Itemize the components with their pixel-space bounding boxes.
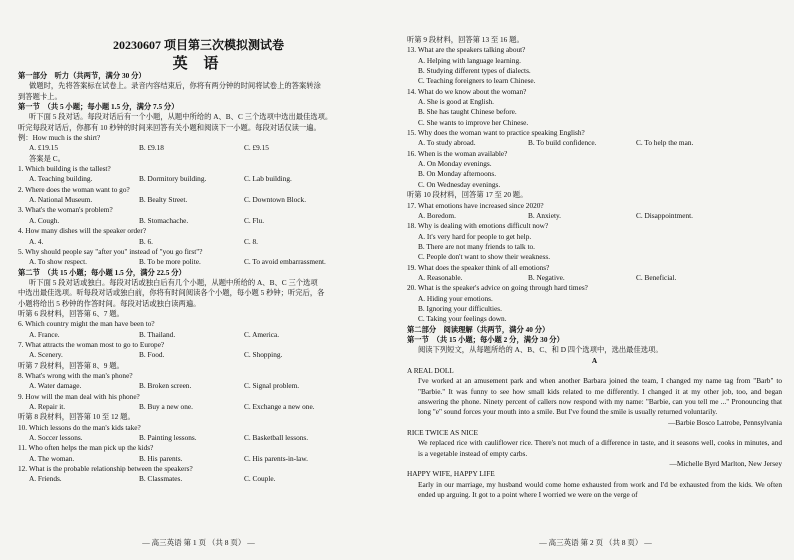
question: 19. What does the speaker think of all emotions? [407,262,550,272]
question: 8. What's wrong with the man's phone? [18,370,133,380]
option: A. Helping with language learning. [418,55,521,65]
example-options [18,143,383,153]
option: C. America. [244,329,280,339]
option: C. His parents-in-law. [244,453,308,463]
option: B. Broken screen. [139,381,192,391]
question-options [18,330,383,340]
passage-signature: —Barbie Bosco Latrobe, Pennsylvania [668,417,782,427]
question-options [18,174,383,184]
question-options [18,195,383,205]
option: C. Basketball lessons. [244,433,309,443]
question-options [18,381,383,391]
option: B. Negative. [528,272,565,282]
question: 2. Where does the woman want to go? [18,184,130,194]
part1-intro: 到答题卡上。 [18,91,62,101]
option: C. On Wednesday evenings. [418,179,501,189]
option: A. Cough. [29,215,60,225]
part2-section1-heading: 第一节 （共 15 小题；每小题 2 分，满分 30 分） [407,334,564,344]
option: B. Painting lessons. [139,433,197,443]
question: 14. What do we know about the woman? [407,86,527,96]
section2-intro: 听下面 5 段对话或独白。每段对话或独白后有几个小题，从题中所给的 A、B、C 三个选项 [29,277,318,287]
option: B. Thailand. [139,329,176,339]
option: C. Couple. [244,474,276,484]
option: C. £9.15 [244,143,269,153]
question: 6. Which country might the man have been to? [18,319,155,329]
material-intro: 听第 8 段材料，回答第 10 至 12 题。 [18,412,135,422]
option: A. Soccer lessons. [29,433,83,443]
question-options [18,474,383,484]
option: C. Teaching foreigners to learn Chinese. [418,76,536,86]
option: B. Bealty Street. [139,195,188,205]
option: C. Disappointment. [636,210,693,220]
question-options [18,454,383,464]
passage-title: RICE TWICE AS NICE [407,428,479,438]
part1-intro: 做题时，先将答案标在试卷上。录音内容结束后，你将有两分钟的时间将试卷上的答案转涂 [29,81,321,91]
option: C. Shopping. [244,350,283,360]
question: 5. Why should people say "after you" instead of "you go first"? [18,246,203,256]
question: 16. When is the woman available? [407,148,508,158]
option: B. To build confidence. [528,138,597,148]
passage-label: A [591,355,598,365]
option: B. Classmates. [139,474,183,484]
option: A. National Museum. [29,195,93,205]
exam-code-title: 20230607 项目第三次模拟测试卷 [112,38,284,52]
question-options [18,402,383,412]
question-options [18,433,383,443]
option: A. Water damage. [29,381,82,391]
option: C. Exchange a new one. [244,402,315,411]
option: A. Repair it. [29,402,66,411]
part2-section1-intro: 阅读下列短文，从每题所给的 A、B、C、和 D 四个选项中，选出最佳选项。 [418,345,663,355]
question: 4. How many dishes will the speaker order? [18,226,147,236]
material-intro: 听第 10 段材料，回答第 17 至 20 题。 [407,190,528,200]
option: C. To avoid embarrassment. [244,257,326,267]
option: B. Stomachache. [139,215,189,225]
question: 10. Which lessons do the man's kids take? [18,422,141,432]
right-body [407,35,782,500]
option: A. Reasonable. [418,272,463,282]
question: 3. What's the woman's problem? [18,205,113,215]
option: C. People don't want to show their weakness. [418,252,551,262]
option: B. Anxiety. [528,210,561,220]
part1-heading: 第一部分 听力（共两节，满分 30 分） [18,71,146,80]
option: B. On Monday afternoons. [418,169,497,179]
section1-intro: 听完每段对话后，你都有 10 秒钟的时间来回答有关小题和阅读下一小题。每段对话仅读一遍。 [18,122,321,132]
passage-paragraph: Early in our marriage, my husband would come home exhausted from work and I'd be exhausted from the kids. We often ended up arguing. It got to a point where I worried we were on the verge of [418,479,782,500]
option: B. To be more polite. [139,257,201,267]
option: A. 4. [29,236,44,246]
question-options [407,273,782,283]
option: A. On Monday evenings. [418,159,492,169]
question-options [18,237,383,247]
option: A. She is good at English. [418,97,495,107]
option: B. There are not many friends to talk to. [418,241,535,251]
option: C. Beneficial. [636,272,677,282]
section2-heading: 第二节 （共 15 小题；每小题 1.5 分，满分 22.5 分） [18,267,186,277]
option: B. She has taught Chinese before. [418,107,517,117]
section2-intro: 小题将给出 5 秒钟的作答时间。每段对话或独白读两遍。 [18,298,201,308]
question: 12. What is the probable relationship between the speakers? [18,464,193,474]
option: A. It's very hard for people to get help. [418,231,532,241]
subject-title: 英 语 [172,56,225,72]
option: A. To study abroad. [418,138,476,148]
question: 20. What is the speaker's advice on going through hard times? [407,283,588,293]
section1-heading: 第一节 （共 5 小题；每小题 1.5 分，满分 7.5 分） [18,102,179,112]
option: A. Boredom. [418,210,456,220]
option: A. £19.15 [29,143,58,153]
option: C. She wants to improve her Chinese. [418,117,529,127]
option: B. His parents. [139,453,183,463]
passage-title: HAPPY WIFE, HAPPY LIFE [407,469,495,479]
option: A. Friends. [29,474,62,484]
option: B. Studying different types of dialects. [418,66,531,76]
question: 1. Which building is the tallest? [18,164,111,174]
question: 13. What are the speakers talking about? [407,45,526,55]
option: C. Taking your feelings down. [418,314,507,324]
section2-intro: 中选出最佳选项。听每段对话或独白前，你将有时间阅读各个小题，每小题 5 秒钟；听完后，各 [18,288,325,298]
option: B. Food. [139,350,165,360]
option: B. £9.18 [139,143,164,153]
passage-signature: —Michelle Byrd Marlton, New Jersey [669,459,782,469]
option: A. The woman. [29,453,75,463]
option: A. Hiding your emotions. [418,293,493,303]
question-options [18,257,383,267]
question: 17. What emotions have increased since 2020? [407,200,544,210]
option: A. France. [29,329,60,339]
page-right [397,0,794,560]
option: C. To help the man. [636,138,694,148]
left-body [18,71,383,485]
question: 9. How will the man deal with his phone? [18,391,140,401]
option: C. Lab building. [244,174,292,184]
passage-paragraph: I've worked at an amusement park and when another Barbara joined the team, I changed my name tag from "Barb" to "Barbie." It was funny to see how small kids related to me differently. I changed it at my other job, too, and began answering the phone. Ninety percent of callers now respond with my name: "Barbie, can you tell me ..." Pronouncing that long "e" sound forces your mouth into a smile. But I've found the smile is usually returned voluntarily. [418,376,782,417]
passage-title: A REAL DOLL [407,366,454,375]
option: B. Ignoring your difficulties. [418,303,502,313]
question-options [18,216,383,226]
question: 7. What attracts the woman most to go to Europe? [18,339,165,349]
option: C. Signal problem. [244,381,300,391]
option: A. Scenery. [29,350,63,360]
option: C. Flu. [244,215,265,225]
section1-intro: 听下面 5 段对话。每段对话后有一个小题，从题中所给的 A、B、C 三个选项中选出最佳选项。 [29,112,333,122]
page-footer: — 高三英语 第 1 页 （共 8 页） — [142,538,255,547]
option: A. To show respect. [29,257,87,267]
material-intro: 听第 7 段材料，回答第 8、9 题。 [18,360,124,370]
question-options [407,211,782,221]
example-question: 例：How much is the shirt? [18,133,101,143]
passage-paragraph: We replaced rice with cauliflower rice. There's not much of a difference in taste, and it seasons well, cooks in minutes, and is a vegetable instead of empty carbs. [418,438,782,458]
question-options [18,350,383,360]
question: 15. Why does the woman want to practice speaking English? [407,128,585,138]
material-intro: 听第 9 段材料，回答第 13 至 16 题。 [407,35,524,44]
option: A. Teaching building. [29,174,93,184]
option: B. Buy a new one. [139,402,193,411]
part2-heading: 第二部分 阅读理解（共两节，满分 40 分） [407,324,550,334]
question: 18. Why is dealing with emotions difficult now? [407,221,549,231]
material-intro: 听第 6 段材料，回答第 6、7 题。 [18,308,124,318]
example-answer: 答案是 C。 [29,153,65,163]
page-footer: — 高三英语 第 2 页 （共 8 页） — [539,538,652,547]
option: B. 6. [139,236,153,246]
question: 11. Who often helps the man pick up the kids? [18,443,154,453]
option: B. Dormitory building. [139,174,207,184]
question-options [407,138,782,148]
option: C. Downtown Block. [244,195,307,205]
option: C. 8. [244,236,258,246]
